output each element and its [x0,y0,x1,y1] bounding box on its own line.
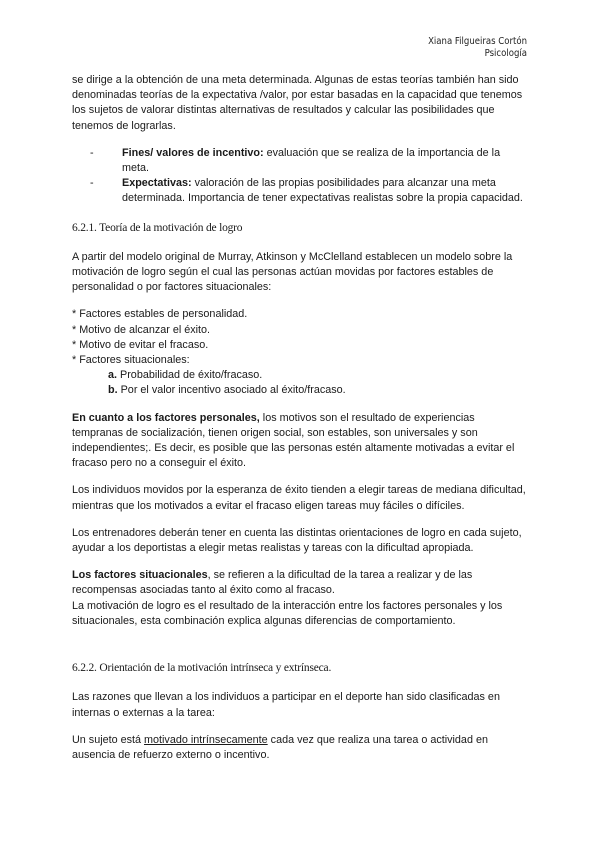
page-header [428,36,527,60]
subfactor-text: Por el valor incentivo asociado al éxito/fracaso. [117,384,346,397]
bullet-dash: - [90,177,94,190]
hope-paragraph: Los individuos movidos por la esperanza de éxito tienden a elegir tareas de mediana dificultad, mientras que los motivados a evitar el fracaso eligen tareas muy fáciles o difíciles. [72,484,526,512]
model-paragraph: A partir del modelo original de Murray, Atkinson y McClelland establecen un modelo sobre la motivación de logro según el cual las personas actúan movidas por factores estables de personalidad o por factores situacionales: [72,250,513,294]
factor-item: * Motivo de alcanzar el éxito. [72,323,211,336]
author-name: Xiana Filgueiras Cortón [428,36,527,47]
subfactor-letter: a. [108,369,118,382]
intrinsic-after: cada vez que realiza una tarea o actividad en ausencia de refuerzo externo o incentivo. [72,733,488,761]
interaction-paragraph: La motivación de logro es el resultado de la interacción entre los factores personales y los situacionales, esta combinación explica algunas diferencias de comportamiento. [72,599,503,627]
subfactor-letter: b. [108,384,118,397]
subject-name: Psicología [484,48,527,59]
situational-lead: Los factores situacionales [72,569,208,582]
subfactor-item [72,383,528,398]
factor-item: * Factores estables de personalidad. [72,308,248,321]
reasons-paragraph: Las razones que llevan a los individuos a participar en el deporte han sido clasificadas en internas o externas a la tarea: [72,691,500,719]
personal-factors-text: los motivos son el resultado de experiencias tempranas de socialización, tienen origen social, son estables, son universales y son independientes;. Es decir, es posible que las personas estén altamente motivadas a evitar el fracaso pero no a conseguir el éxito. [72,411,515,470]
personal-factors-paragraph [72,411,528,472]
section-heading-6-2-1: 6.2.1. Teoría de la motivación de logro [72,221,243,234]
document-body [72,73,528,775]
bullet-text: evaluación que se realiza de la importancia de la meta. [122,146,501,175]
theory-bullets [72,146,528,207]
coaches-paragraph: Los entrenadores deberán tener en cuenta las distintas orientaciones de logro en cada sujeto, ayudar a los deportistas a elegir metas realistas y tareas con la dificultad apropiada. [72,526,522,555]
bullet-dash: - [90,146,94,159]
situational-paragraph [72,568,528,598]
factor-item: * Motivo de evitar el fracaso. [72,338,209,351]
bullet-text: valoración de las propias posibilidades para alcanzar una meta determinada. Importancia de tener expectativas realistas sobre la propia capacidad. [122,177,523,205]
factor-item: * Factores situacionales: [72,354,190,367]
bullet-item [72,146,528,176]
factors-list [72,307,528,398]
bullet-item [72,176,528,206]
section-heading-6-2-2: 6.2.2. Orientación de la motivación intrínseca y extrínseca. [72,662,332,675]
intrinsic-paragraph [72,733,528,763]
subfactor-text: Probabilidad de éxito/fracaso. [117,369,263,382]
bullet-term: Fines/ valores de incentivo: [122,146,264,159]
intrinsic-before: Un sujeto está [72,733,145,746]
subfactor-item [72,368,528,383]
situational-text: , se refieren a la dificultad de la tarea a realizar y de las recompensas asociadas tanto al éxito como al fracaso. [72,569,473,597]
intrinsic-term: motivado intrínsecamente [144,733,268,746]
intro-paragraph: se dirige a la obtención de una meta determinada. Algunas de estas teorías también han sido denominadas teorías de la expectativa /valor, por estar basadas en la capacidad que tenemos los sujetos de valorar distintas alternativas de resultados y calcular las posibilidades que tenemos de lograrlas. [72,74,523,132]
bullet-term: Expectativas: [122,177,192,190]
personal-factors-lead: En cuanto a los factores personales, [72,411,260,424]
